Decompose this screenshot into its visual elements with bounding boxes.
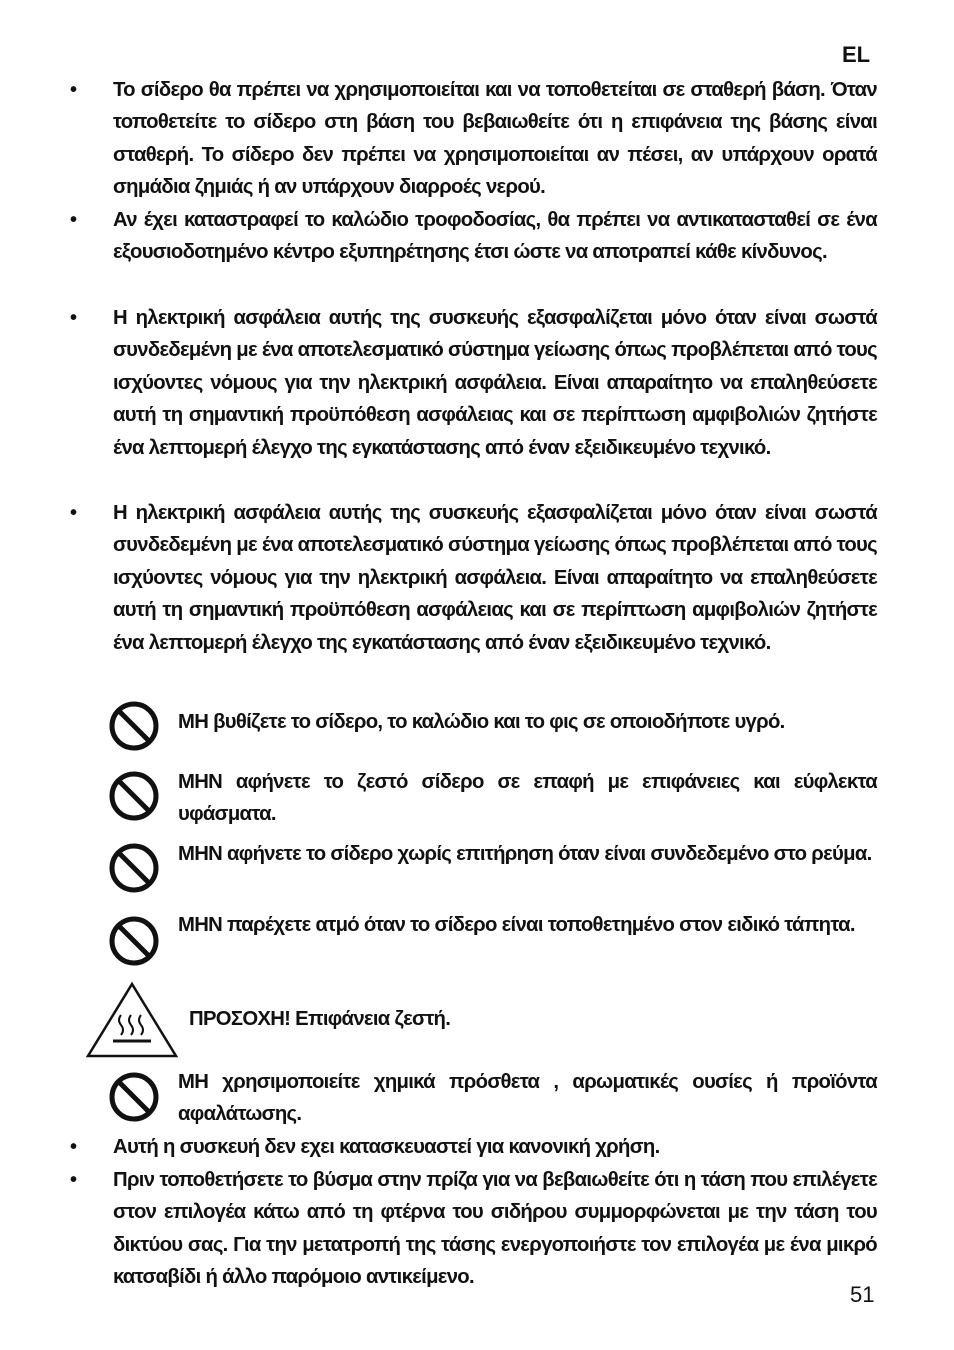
language-code: EL xyxy=(842,42,871,67)
bullet-text: Αυτή η συσκευή δεν εχει κατασκευαστεί για κανονική χρήση. xyxy=(113,1136,660,1158)
prohibition-icon xyxy=(108,770,160,822)
warning-text: ΠΡΟΣΟΧΗ! Επιφάνεια ζεστή. xyxy=(189,1008,451,1030)
warning-text: ΜΗ βυθίζετε το σίδερο, το καλώδιο και το φις σε οποιοδήποτε υγρό. xyxy=(178,711,785,733)
page-number: 51 xyxy=(850,1282,875,1307)
prohibition-icon xyxy=(108,842,160,894)
bullet-text: Αν έχει καταστραφεί το καλώδιο τροφοδοσίας, θα πρέπει να αντικατασταθεί σε ένα εξουσιοδοτημένο κέντρο εξυπηρέτησης έτσι ώστε να αποτραπεί κάθε κίνδυνος. xyxy=(113,209,877,264)
bullet-marker: • xyxy=(70,1169,78,1191)
bullet-text: Η ηλεκτρική ασφάλεια αυτής της συσκευής εξασφαλίζεται μόνο όταν είναι σωστά συνδεδεμένη με ένα αποτελεσματικό σύστημα γείωσης όπως προβλέπεται από τους ισχύοντες νόμους για την ηλεκτρική ασφάλεια. Είναι απαραίτητο να επαληθεύσετε αυτή τη σημαντική προϋπόθεση ασφάλειας και σε περίπτωση αμφιβολιών ζητήστε ένα λεπτομερή έλεγχο της εγκατάστασης από έναν εξειδικευμένο τεχνικό. xyxy=(113,307,877,459)
prohibition-icon xyxy=(108,915,160,967)
bullet-marker: • xyxy=(70,79,78,101)
bullet-text: Το σίδερο θα πρέπει να χρησιμοποιείται και να τοποθετείται σε σταθερή βάση. Όταν τοποθετείτε το σίδερο στη βάση του βεβαιωθείτε ότι η επιφάνεια της βάσης είναι σταθερή. Το σίδερο δεν πρέπει να χρησιμοποιείται αν πέσει, αν υπάρχουν ορατά σημάδια ζημιάς ή αν υπάρχουν διαρροές νερού. xyxy=(113,79,877,199)
warning-text: ΜΗΝ αφήνετε το σίδερο χωρίς επιτήρηση όταν είναι συνδεδεμένο στο ρεύμα. xyxy=(178,843,872,865)
bullet-marker: • xyxy=(70,307,78,329)
warning-text: ΜΗΝ αφήνετε το ζεστό σίδερο σε επαφή με επιφάνειες και εύφλεκτα υφάσματα. xyxy=(178,771,877,826)
bullet-marker: • xyxy=(70,1136,78,1158)
bullet-marker: • xyxy=(70,502,78,524)
bullet-text: Η ηλεκτρική ασφάλεια αυτής της συσκευής εξασφαλίζεται μόνο όταν είναι σωστά συνδεδεμένη με ένα αποτελεσματικό σύστημα γείωσης όπως προβλέπεται από τους ισχύοντες νόμους για την ηλεκτρική ασφάλεια. Είναι απαραίτητο να επαληθεύσετε αυτή τη σημαντική προϋπόθεση ασφάλειας και σε περίπτωση αμφιβολιών ζητήστε ένα λεπτομερή έλεγχο της εγκατάστασης από έναν εξειδικευμένο τεχνικό. xyxy=(113,502,877,654)
warning-text: ΜΗ χρησιμοποιείτε χημικά πρόσθετα , αρωματικές ουσίες ή προϊόντα αφαλάτωσης. xyxy=(178,1071,877,1126)
prohibition-icon xyxy=(108,700,160,752)
prohibition-icon xyxy=(108,1071,160,1123)
bullet-text: Πριν τοποθετήσετε το βύσμα στην πρίζα για να βεβαιωθείτε ότι η τάση που επιλέγετε στον επιλογέα κάτω από τη φτέρνα του σιδήρου συμμορφώνεται με την τάση του δικτύου σας. Για την μετατροπή της τάσης ενεργοποιήστε τον επιλογέα με ένα μικρό κατσαβίδι ή άλλο παρόμοιο αντικείμενο. xyxy=(113,1169,877,1289)
warning-text: ΜΗΝ παρέχετε ατμό όταν το σίδερο είναι τοποθετημένο στον ειδικό τάπητα. xyxy=(178,914,855,936)
bullet-marker: • xyxy=(70,209,78,231)
hot-surface-warning-icon xyxy=(85,981,179,1059)
